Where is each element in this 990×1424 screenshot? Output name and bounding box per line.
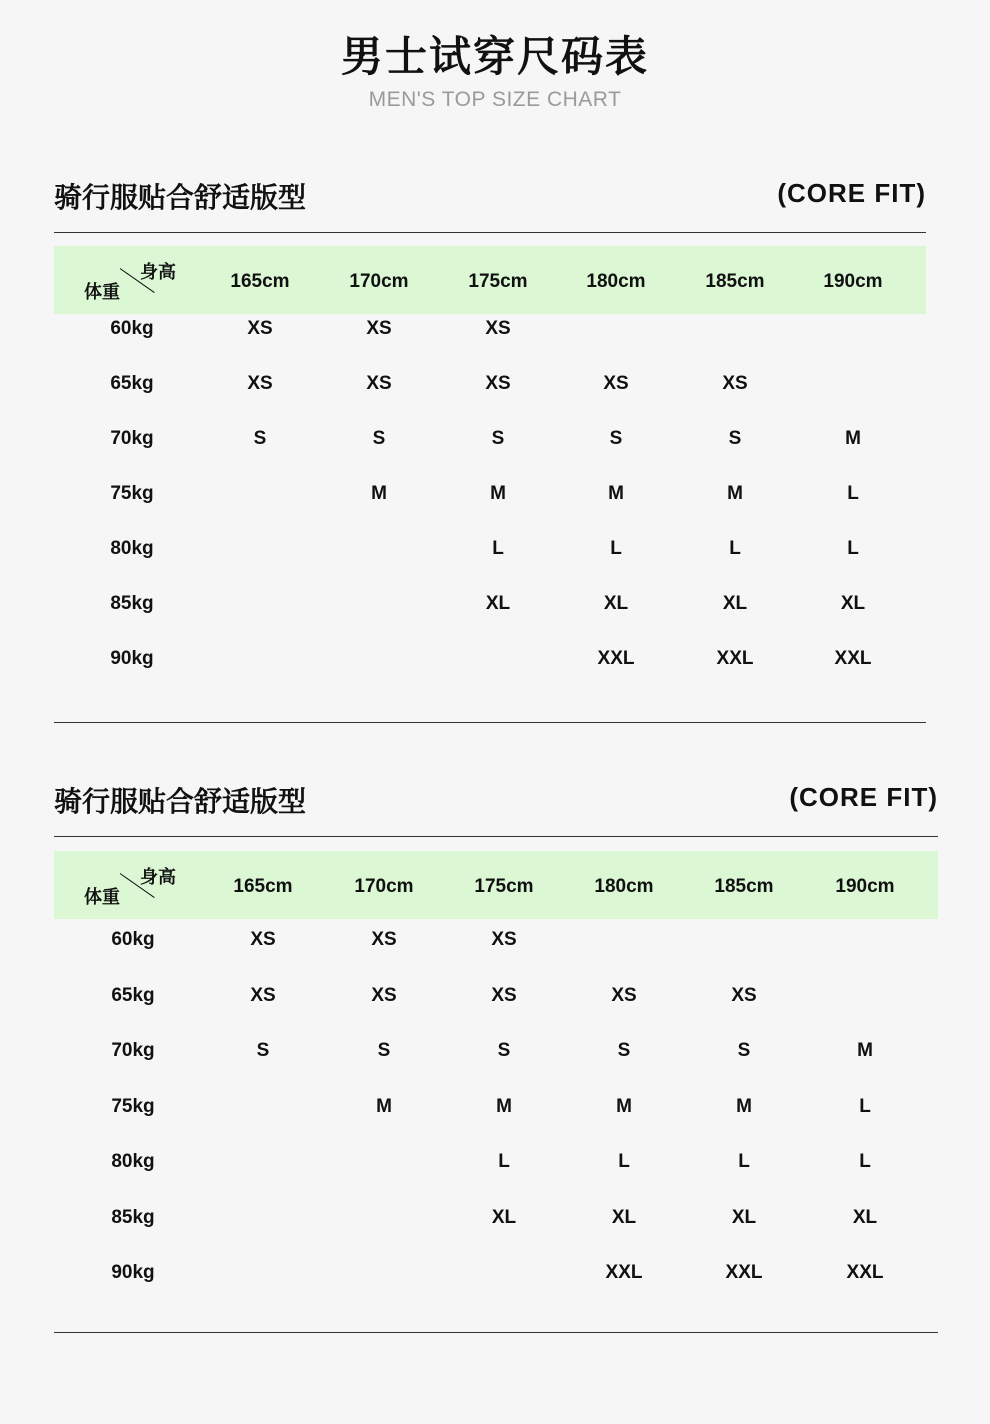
size-cell: M bbox=[727, 483, 743, 504]
table-row bbox=[54, 648, 926, 674]
size-cell: XS bbox=[603, 373, 629, 394]
size-cell: XL bbox=[840, 593, 866, 614]
size-cell: XS bbox=[491, 929, 517, 950]
page-title: 男士试穿尺码表 bbox=[340, 32, 649, 81]
size-cell: S bbox=[609, 428, 623, 449]
size-cell: XXL bbox=[716, 648, 754, 669]
size-cell: L bbox=[847, 538, 859, 559]
fit-label: (CORE FIT) bbox=[789, 782, 938, 812]
size-cell: M bbox=[616, 1095, 632, 1117]
table-row bbox=[54, 318, 926, 344]
size-cell: XS bbox=[250, 929, 276, 950]
size-cell: XS bbox=[611, 984, 637, 1006]
size-table-section-2 bbox=[54, 780, 938, 1334]
height-column-header: 175cm bbox=[474, 876, 534, 897]
fit-label: (CORE FIT) bbox=[777, 178, 926, 208]
weight-row-label: 75kg bbox=[111, 1095, 155, 1117]
size-cell: L bbox=[738, 1151, 750, 1172]
weight-row-label: 90kg bbox=[110, 648, 154, 669]
size-cell: XL bbox=[611, 1206, 637, 1228]
height-column-header: 190cm bbox=[823, 271, 883, 292]
height-column-header: 180cm bbox=[594, 876, 654, 897]
size-cell: M bbox=[371, 483, 387, 504]
size-cell: L bbox=[729, 538, 741, 559]
size-cell: S bbox=[372, 428, 386, 449]
height-column-header: 170cm bbox=[349, 271, 409, 292]
size-cell: M bbox=[496, 1095, 512, 1117]
size-cell: L bbox=[859, 1151, 871, 1172]
bottom-divider bbox=[54, 722, 926, 723]
bottom-divider bbox=[54, 1332, 938, 1333]
table-row bbox=[54, 1262, 938, 1288]
size-cell: S bbox=[617, 1040, 631, 1061]
weight-row-label: 85kg bbox=[111, 1206, 155, 1228]
size-cell: XL bbox=[603, 593, 629, 614]
size-cell: S bbox=[737, 1040, 751, 1061]
size-cell: L bbox=[498, 1151, 510, 1172]
size-cell: XS bbox=[371, 929, 397, 950]
size-cell: XS bbox=[366, 373, 392, 394]
height-column-header: 170cm bbox=[354, 876, 414, 897]
size-cell: L bbox=[492, 538, 504, 559]
height-column-header: 185cm bbox=[714, 876, 774, 897]
weight-row-label: 70kg bbox=[111, 1040, 155, 1061]
table-row bbox=[54, 1207, 938, 1233]
size-cell: XS bbox=[250, 984, 276, 1006]
corner-weight-label: 体重 bbox=[84, 282, 120, 303]
size-cell: XS bbox=[485, 373, 511, 394]
size-cell: S bbox=[256, 1040, 270, 1061]
table-row bbox=[54, 373, 926, 399]
table-row bbox=[54, 985, 938, 1011]
size-cell: M bbox=[857, 1040, 873, 1061]
size-cell: XS bbox=[366, 318, 392, 339]
height-column-header: 165cm bbox=[230, 271, 290, 292]
table-row bbox=[54, 483, 926, 509]
size-cell: S bbox=[491, 428, 505, 449]
size-cell: XXL bbox=[725, 1262, 763, 1283]
weight-row-label: 80kg bbox=[110, 538, 154, 559]
corner-height-label: 身高 bbox=[140, 262, 176, 283]
table-row bbox=[54, 1151, 938, 1177]
size-cell: M bbox=[376, 1095, 392, 1117]
size-cell: XS bbox=[491, 984, 517, 1006]
size-cell: M bbox=[845, 428, 861, 449]
size-cell: XS bbox=[731, 984, 757, 1006]
corner-height-label: 身高 bbox=[140, 867, 176, 888]
table-row bbox=[54, 538, 926, 564]
weight-row-label: 75kg bbox=[110, 483, 154, 504]
size-cell: S bbox=[253, 428, 267, 449]
page-subtitle: MEN'S TOP SIZE CHART bbox=[368, 88, 622, 111]
top-divider bbox=[54, 232, 926, 233]
size-cell: XL bbox=[852, 1206, 878, 1228]
table-row bbox=[54, 929, 938, 955]
size-cell: S bbox=[728, 428, 742, 449]
size-cell: XL bbox=[491, 1206, 517, 1228]
weight-row-label: 70kg bbox=[110, 428, 154, 449]
table-row bbox=[54, 593, 926, 619]
size-cell: XS bbox=[722, 373, 748, 394]
size-cell: XS bbox=[247, 373, 273, 394]
weight-row-label: 85kg bbox=[110, 593, 154, 614]
size-cell: XL bbox=[485, 593, 511, 614]
table-row bbox=[54, 1040, 938, 1066]
size-cell: XXL bbox=[834, 648, 872, 669]
table-corner-cell bbox=[54, 851, 204, 919]
size-cell: S bbox=[377, 1040, 391, 1061]
size-cell: XS bbox=[247, 318, 273, 339]
size-cell: L bbox=[847, 483, 859, 504]
section-title: 骑行服贴合舒适版型 bbox=[54, 181, 307, 214]
height-column-header: 185cm bbox=[705, 271, 765, 292]
size-cell: XS bbox=[485, 318, 511, 339]
table-header-row bbox=[54, 851, 938, 919]
size-cell: M bbox=[736, 1095, 752, 1117]
size-cell: XXL bbox=[597, 648, 635, 669]
size-table-section-1 bbox=[54, 176, 926, 724]
weight-row-label: 65kg bbox=[110, 373, 154, 394]
height-column-header: 175cm bbox=[468, 271, 528, 292]
table-row bbox=[54, 1096, 938, 1122]
section-title: 骑行服贴合舒适版型 bbox=[54, 785, 307, 818]
weight-row-label: 60kg bbox=[110, 318, 154, 339]
top-divider bbox=[54, 836, 938, 837]
table-header-row bbox=[54, 246, 926, 314]
size-cell: M bbox=[490, 483, 506, 504]
size-cell: S bbox=[497, 1040, 511, 1061]
table-corner-cell bbox=[54, 246, 204, 314]
weight-row-label: 60kg bbox=[111, 929, 155, 950]
weight-row-label: 65kg bbox=[111, 984, 155, 1006]
height-column-header: 165cm bbox=[233, 876, 293, 897]
size-cell: XS bbox=[371, 984, 397, 1006]
size-cell: M bbox=[608, 483, 624, 504]
size-cell: L bbox=[618, 1151, 630, 1172]
size-cell: XL bbox=[731, 1206, 757, 1228]
corner-weight-label: 体重 bbox=[84, 887, 120, 908]
weight-row-label: 90kg bbox=[111, 1262, 155, 1283]
weight-row-label: 80kg bbox=[111, 1151, 155, 1172]
size-cell: L bbox=[859, 1095, 871, 1117]
table-row bbox=[54, 428, 926, 454]
height-column-header: 190cm bbox=[835, 876, 895, 897]
size-cell: XXL bbox=[605, 1262, 643, 1283]
size-cell: XL bbox=[722, 593, 748, 614]
size-cell: L bbox=[610, 538, 622, 559]
height-column-header: 180cm bbox=[586, 271, 646, 292]
size-cell: XXL bbox=[846, 1262, 884, 1283]
